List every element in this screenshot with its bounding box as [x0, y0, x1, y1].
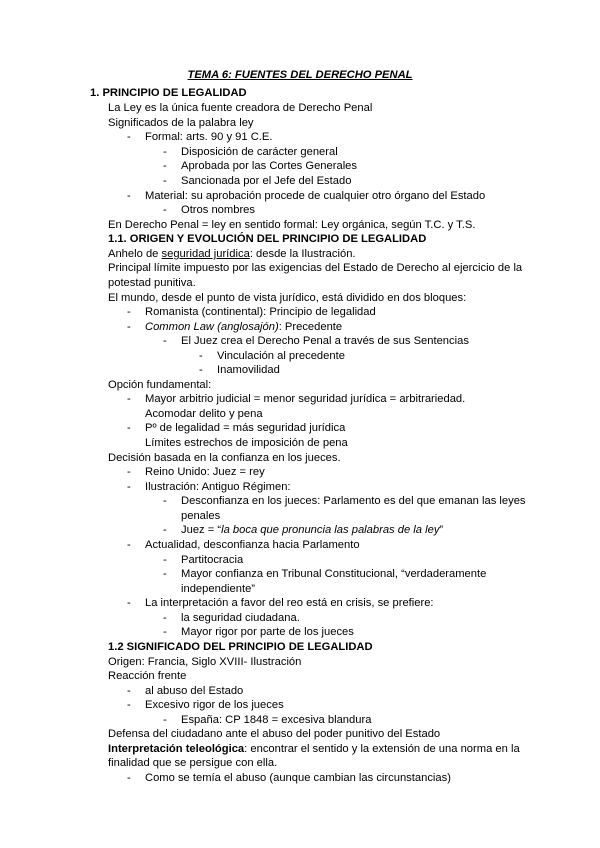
text-line: Otros nombres [181, 204, 255, 216]
bullet-dash: - [127, 393, 131, 405]
text-line: Partitocracia [181, 554, 244, 566]
text-line: Ilustración: Antiguo Régimen: [145, 481, 291, 493]
text-line: Juez = “la boca que pronuncia las palabras de la ley” [181, 524, 444, 536]
section-heading: 1.2 SIGNIFICADO DEL PRINCIPIO DE LEGALIDAD [108, 641, 373, 653]
bullet-dash: - [163, 335, 167, 347]
text-line: Vinculación al precedente [217, 350, 345, 362]
bullet-dash: - [127, 422, 131, 434]
text-line: Formal: arts. 90 y 91 C.E. [145, 131, 273, 143]
bullet-dash: - [163, 160, 167, 172]
text-line: Common Law (anglosajón): Precedente [145, 321, 343, 333]
bullet-dash: - [163, 554, 167, 566]
bullet-dash: - [163, 568, 167, 580]
bullet-dash: - [127, 131, 131, 143]
text-line: La Ley es la única fuente creadora de Derecho Penal [108, 102, 373, 114]
text-line: Interpretación teleológica: encontrar el sentido y la extensión de una norma en la [108, 743, 520, 755]
bullet-dash: - [127, 321, 131, 333]
bullet-dash: - [127, 190, 131, 202]
text-line: Actualidad, desconfianza hacia Parlamento [145, 539, 360, 551]
bold-term: Interpretación teleológica [108, 743, 245, 755]
bullet-dash: - [163, 495, 167, 507]
bullet-dash: - [127, 685, 131, 697]
text-line: Romanista (continental): Principio de legalidad [145, 306, 376, 318]
bullet-dash: - [163, 626, 167, 638]
bullet-dash: - [163, 612, 167, 624]
bullet-dash: - [163, 146, 167, 158]
section-heading: 1.1. ORIGEN Y EVOLUCIÓN DEL PRINCIPIO DE LEGALIDAD [108, 233, 427, 245]
text-line: la seguridad ciudadana. [181, 612, 300, 624]
bullet-dash: - [127, 481, 131, 493]
text-line: Sancionada por el Jefe del Estado [181, 175, 352, 187]
text-line: Mayor arbitrio judicial = menor seguridad jurídica = arbitrariedad. [145, 393, 466, 405]
text-line: Origen: Francia, Siglo XVIII- Ilustración [108, 656, 302, 668]
italic-term: Common Law (anglosajón) [145, 321, 279, 333]
text-line: Como se temía el abuso (aunque cambian las circunstancias) [145, 772, 451, 784]
text-line: potestad punitiva. [108, 277, 196, 289]
text-line: Reino Unido: Juez = rey [145, 466, 265, 478]
text-line: Pº de legalidad = más seguridad jurídica [145, 422, 346, 434]
underlined-term: seguridad jurídica [161, 248, 250, 260]
text-line: finalidad que se persigue con ella. [108, 757, 278, 769]
text-line: Límites estrechos de imposición de pena [145, 437, 348, 449]
bullet-dash: - [163, 714, 167, 726]
text-line: En Derecho Penal = ley en sentido formal: Ley orgánica, según T.C. y T.S. [108, 219, 476, 231]
italic-term: la boca que pronuncia las palabras de la ley [221, 524, 440, 536]
text-line: Mayor confianza en Tribunal Constitucional, “verdaderamente [181, 568, 487, 580]
text-line: Defensa del ciudadano ante el abuso del poder punitivo del Estado [108, 728, 441, 740]
bullet-dash: - [199, 364, 203, 376]
bullet-dash: - [127, 772, 131, 784]
bullet-dash: - [127, 539, 131, 551]
text-line: El Juez crea el Derecho Penal a través de sus Sentencias [181, 335, 469, 347]
bullet-dash: - [163, 524, 167, 536]
text-line: Significados de la palabra ley [108, 117, 254, 129]
text-line: Desconfianza en los jueces: Parlamento es del que emanan las leyes [181, 495, 526, 507]
bullet-dash: - [163, 204, 167, 216]
document-title: TEMA 6: FUENTES DEL DERECHO PENAL [187, 69, 413, 81]
text-line: Aprobada por las Cortes Generales [181, 160, 357, 172]
bullet-dash: - [127, 306, 131, 318]
text-line: penales [181, 510, 221, 522]
text-line: Opción fundamental: [108, 379, 212, 391]
text-line: Material: su aprobación procede de cualquier otro órgano del Estado [145, 190, 486, 202]
text-line: Mayor rigor por parte de los jueces [181, 626, 354, 638]
text-line: al abuso del Estado [145, 685, 244, 697]
text-line: Anhelo de seguridad jurídica: desde la Ilustración. [108, 248, 356, 260]
section-heading: 1. PRINCIPIO DE LEGALIDAD [90, 87, 247, 99]
text-line: Decisión basada en la confianza en los jueces. [108, 452, 341, 464]
text-line: Inamovilidad [217, 364, 280, 376]
bullet-dash: - [127, 699, 131, 711]
text-line: Acomodar delito y pena [145, 408, 263, 420]
bullet-dash: - [199, 350, 203, 362]
text-line: Principal límite impuesto por las exigencias del Estado de Derecho al ejercicio de la [108, 262, 523, 274]
text-line: Disposición de carácter general [181, 146, 338, 158]
bullet-dash: - [163, 175, 167, 187]
text-line: La interpretación a favor del reo está en crisis, se prefiere: [145, 597, 434, 609]
bullet-dash: - [127, 597, 131, 609]
text-line: Excesivo rigor de los jueces [145, 699, 284, 711]
text-line: Reacción frente [108, 670, 187, 682]
text-line: El mundo, desde el punto de vista jurídico, está dividido en dos bloques: [108, 292, 467, 304]
text-line: España: CP 1848 = excesiva blandura [181, 714, 372, 726]
bullet-dash: - [127, 466, 131, 478]
text-line: independiente” [181, 583, 256, 595]
